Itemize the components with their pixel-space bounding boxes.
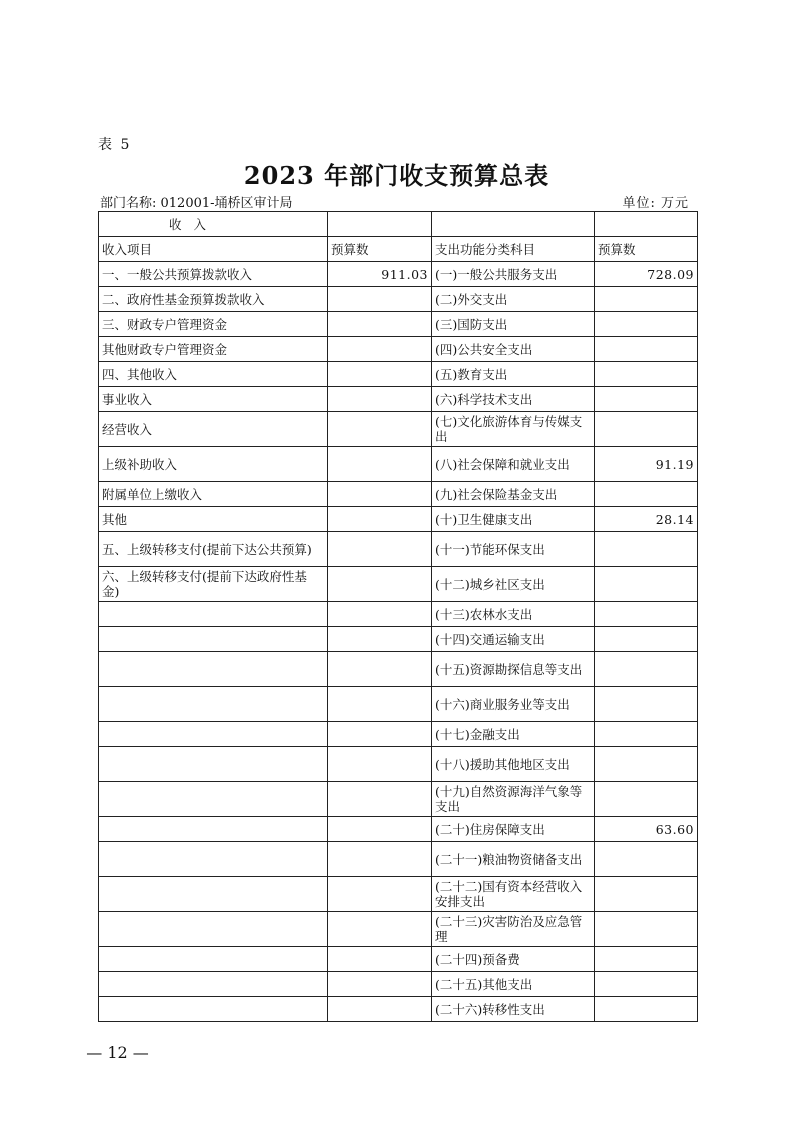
table-row	[99, 627, 698, 652]
income-item-cell	[99, 722, 328, 747]
expense-amount-cell	[595, 602, 698, 627]
income-item-cell	[99, 817, 328, 842]
income-item-cell	[99, 997, 328, 1022]
income-amount-cell	[328, 652, 432, 687]
income-amount-cell	[328, 627, 432, 652]
expense-amount-cell: 91.19	[595, 447, 698, 482]
income-item-cell: 事业收入	[99, 387, 328, 412]
table-row	[99, 652, 698, 687]
expense-amount-cell	[595, 287, 698, 312]
expense-amount-cell	[595, 782, 698, 817]
income-amount-cell	[328, 507, 432, 532]
expense-item-cell: (二十)住房保障支出	[432, 817, 595, 842]
table-row	[99, 782, 698, 817]
expense-item-cell: (十一)节能环保支出	[432, 532, 595, 567]
table-row	[99, 312, 698, 337]
expense-item-cell: (三)国防支出	[432, 312, 595, 337]
expense-item-cell: (十五)资源勘探信息等支出	[432, 652, 595, 687]
income-item-cell: 二、政府性基金预算拨款收入	[99, 287, 328, 312]
table-row	[99, 387, 698, 412]
expense-amount-cell: 63.60	[595, 817, 698, 842]
table-row	[99, 287, 698, 312]
table-row	[99, 447, 698, 482]
income-amount-cell	[328, 482, 432, 507]
income-item-cell	[99, 947, 328, 972]
table-row	[99, 997, 698, 1022]
expense-amount-cell	[595, 722, 698, 747]
table-row	[99, 722, 698, 747]
expense-item-cell: (十九)自然资源海洋气象等支出	[432, 782, 595, 817]
expense-item-cell: (二)外交支出	[432, 287, 595, 312]
expense-amount-cell	[595, 337, 698, 362]
income-item-cell: 一、一般公共预算拨款收入	[99, 262, 328, 287]
income-amount-cell	[328, 997, 432, 1022]
income-item-cell: 五、上级转移支付(提前下达公共预算)	[99, 532, 328, 567]
table-row	[99, 262, 698, 287]
header-income-item: 收入项目	[99, 237, 328, 262]
expense-amount-cell: 28.14	[595, 507, 698, 532]
table-row	[99, 747, 698, 782]
income-amount-cell	[328, 287, 432, 312]
income-item-cell	[99, 602, 328, 627]
expense-amount-cell	[595, 482, 698, 507]
expense-amount-cell	[595, 652, 698, 687]
income-amount-cell	[328, 877, 432, 912]
table-row	[99, 877, 698, 912]
income-item-cell: 其他	[99, 507, 328, 532]
income-item-cell: 六、上级转移支付(提前下达政府性基金)	[99, 567, 328, 602]
income-item-cell	[99, 972, 328, 997]
income-amount-cell	[328, 337, 432, 362]
income-item-cell: 其他财政专户管理资金	[99, 337, 328, 362]
header-row	[99, 237, 698, 262]
expense-item-cell: (九)社会保险基金支出	[432, 482, 595, 507]
header-group-row	[99, 212, 698, 237]
income-amount-cell	[328, 387, 432, 412]
header-expense-amount: 预算数	[595, 237, 698, 262]
expense-item-cell: (二十五)其他支出	[432, 972, 595, 997]
expense-item-cell: (十二)城乡社区支出	[432, 567, 595, 602]
table-row	[99, 532, 698, 567]
expense-amount-cell	[595, 912, 698, 947]
income-amount-cell	[328, 747, 432, 782]
income-item-cell: 三、财政专户管理资金	[99, 312, 328, 337]
expense-item-cell: (六)科学技术支出	[432, 387, 595, 412]
table-row	[99, 602, 698, 627]
header-income-amount: 预算数	[328, 237, 432, 262]
expense-item-cell: (五)教育支出	[432, 362, 595, 387]
expense-amount-cell	[595, 627, 698, 652]
header-group-empty	[432, 212, 595, 237]
expense-item-cell: (十八)援助其他地区支出	[432, 747, 595, 782]
income-item-cell: 附属单位上缴收入	[99, 482, 328, 507]
expense-item-cell: (七)文化旅游体育与传媒支出	[432, 412, 595, 447]
expense-item-cell: (一)一般公共服务支出	[432, 262, 595, 287]
table-row	[99, 817, 698, 842]
income-amount-cell	[328, 567, 432, 602]
income-amount-cell	[328, 722, 432, 747]
income-amount-cell	[328, 447, 432, 482]
unit-label: 单位: 万元	[622, 196, 689, 211]
income-amount-cell	[328, 912, 432, 947]
income-item-cell	[99, 747, 328, 782]
income-item-cell	[99, 912, 328, 947]
expense-amount-cell	[595, 362, 698, 387]
expense-item-cell: (十四)交通运输支出	[432, 627, 595, 652]
expense-item-cell: (十三)农林水支出	[432, 602, 595, 627]
expense-item-cell: (二十一)粮油物资储备支出	[432, 842, 595, 877]
expense-item-cell: (二十四)预备费	[432, 947, 595, 972]
income-item-cell	[99, 877, 328, 912]
income-amount-cell	[328, 687, 432, 722]
income-item-cell: 四、其他收入	[99, 362, 328, 387]
header-group-income: 收 入	[99, 212, 328, 237]
income-item-cell	[99, 627, 328, 652]
expense-amount-cell	[595, 877, 698, 912]
expense-amount-cell	[595, 532, 698, 567]
income-amount-cell	[328, 312, 432, 337]
expense-amount-cell: 728.09	[595, 262, 698, 287]
expense-item-cell: (十)卫生健康支出	[432, 507, 595, 532]
income-amount-cell	[328, 972, 432, 997]
table-row	[99, 912, 698, 947]
income-amount-cell	[328, 362, 432, 387]
expense-item-cell: (二十三)灾害防治及应急管理	[432, 912, 595, 947]
table-label: 表 5	[98, 137, 132, 153]
income-amount-cell	[328, 817, 432, 842]
expense-item-cell: (十六)商业服务业等支出	[432, 687, 595, 722]
expense-amount-cell	[595, 387, 698, 412]
income-item-cell: 上级补助收入	[99, 447, 328, 482]
table-row	[99, 972, 698, 997]
income-amount-cell	[328, 842, 432, 877]
income-item-cell	[99, 842, 328, 877]
expense-amount-cell	[595, 997, 698, 1022]
expense-amount-cell	[595, 687, 698, 722]
income-item-cell: 经营收入	[99, 412, 328, 447]
income-amount-cell: 911.03	[328, 262, 432, 287]
income-item-cell	[99, 652, 328, 687]
income-amount-cell	[328, 532, 432, 567]
department-name: 部门名称: 012001-埇桥区审计局	[100, 196, 293, 211]
budget-table	[98, 211, 698, 1022]
table-row	[99, 947, 698, 972]
income-amount-cell	[328, 782, 432, 817]
expense-amount-cell	[595, 412, 698, 447]
table-row	[99, 507, 698, 532]
income-item-cell	[99, 687, 328, 722]
table-row	[99, 567, 698, 602]
income-amount-cell	[328, 602, 432, 627]
expense-amount-cell	[595, 567, 698, 602]
expense-item-cell: (十七)金融支出	[432, 722, 595, 747]
expense-amount-cell	[595, 947, 698, 972]
income-amount-cell	[328, 412, 432, 447]
table-row	[99, 482, 698, 507]
page-number: — 12 —	[86, 1043, 149, 1062]
page-title: 2023 年部门收支预算总表	[243, 161, 550, 190]
expense-amount-cell	[595, 747, 698, 782]
income-amount-cell	[328, 947, 432, 972]
table-row	[99, 412, 698, 447]
expense-item-cell: (二十二)国有资本经营收入安排支出	[432, 877, 595, 912]
expense-amount-cell	[595, 842, 698, 877]
expense-amount-cell	[595, 312, 698, 337]
header-group-empty	[328, 212, 432, 237]
header-expense-item: 支出功能分类科目	[432, 237, 595, 262]
table-row	[99, 687, 698, 722]
table-row	[99, 362, 698, 387]
expense-item-cell: (二十六)转移性支出	[432, 997, 595, 1022]
table-row	[99, 842, 698, 877]
income-item-cell	[99, 782, 328, 817]
expense-item-cell: (八)社会保障和就业支出	[432, 447, 595, 482]
expense-amount-cell	[595, 972, 698, 997]
table-row	[99, 337, 698, 362]
expense-item-cell: (四)公共安全支出	[432, 337, 595, 362]
header-group-empty	[595, 212, 698, 237]
